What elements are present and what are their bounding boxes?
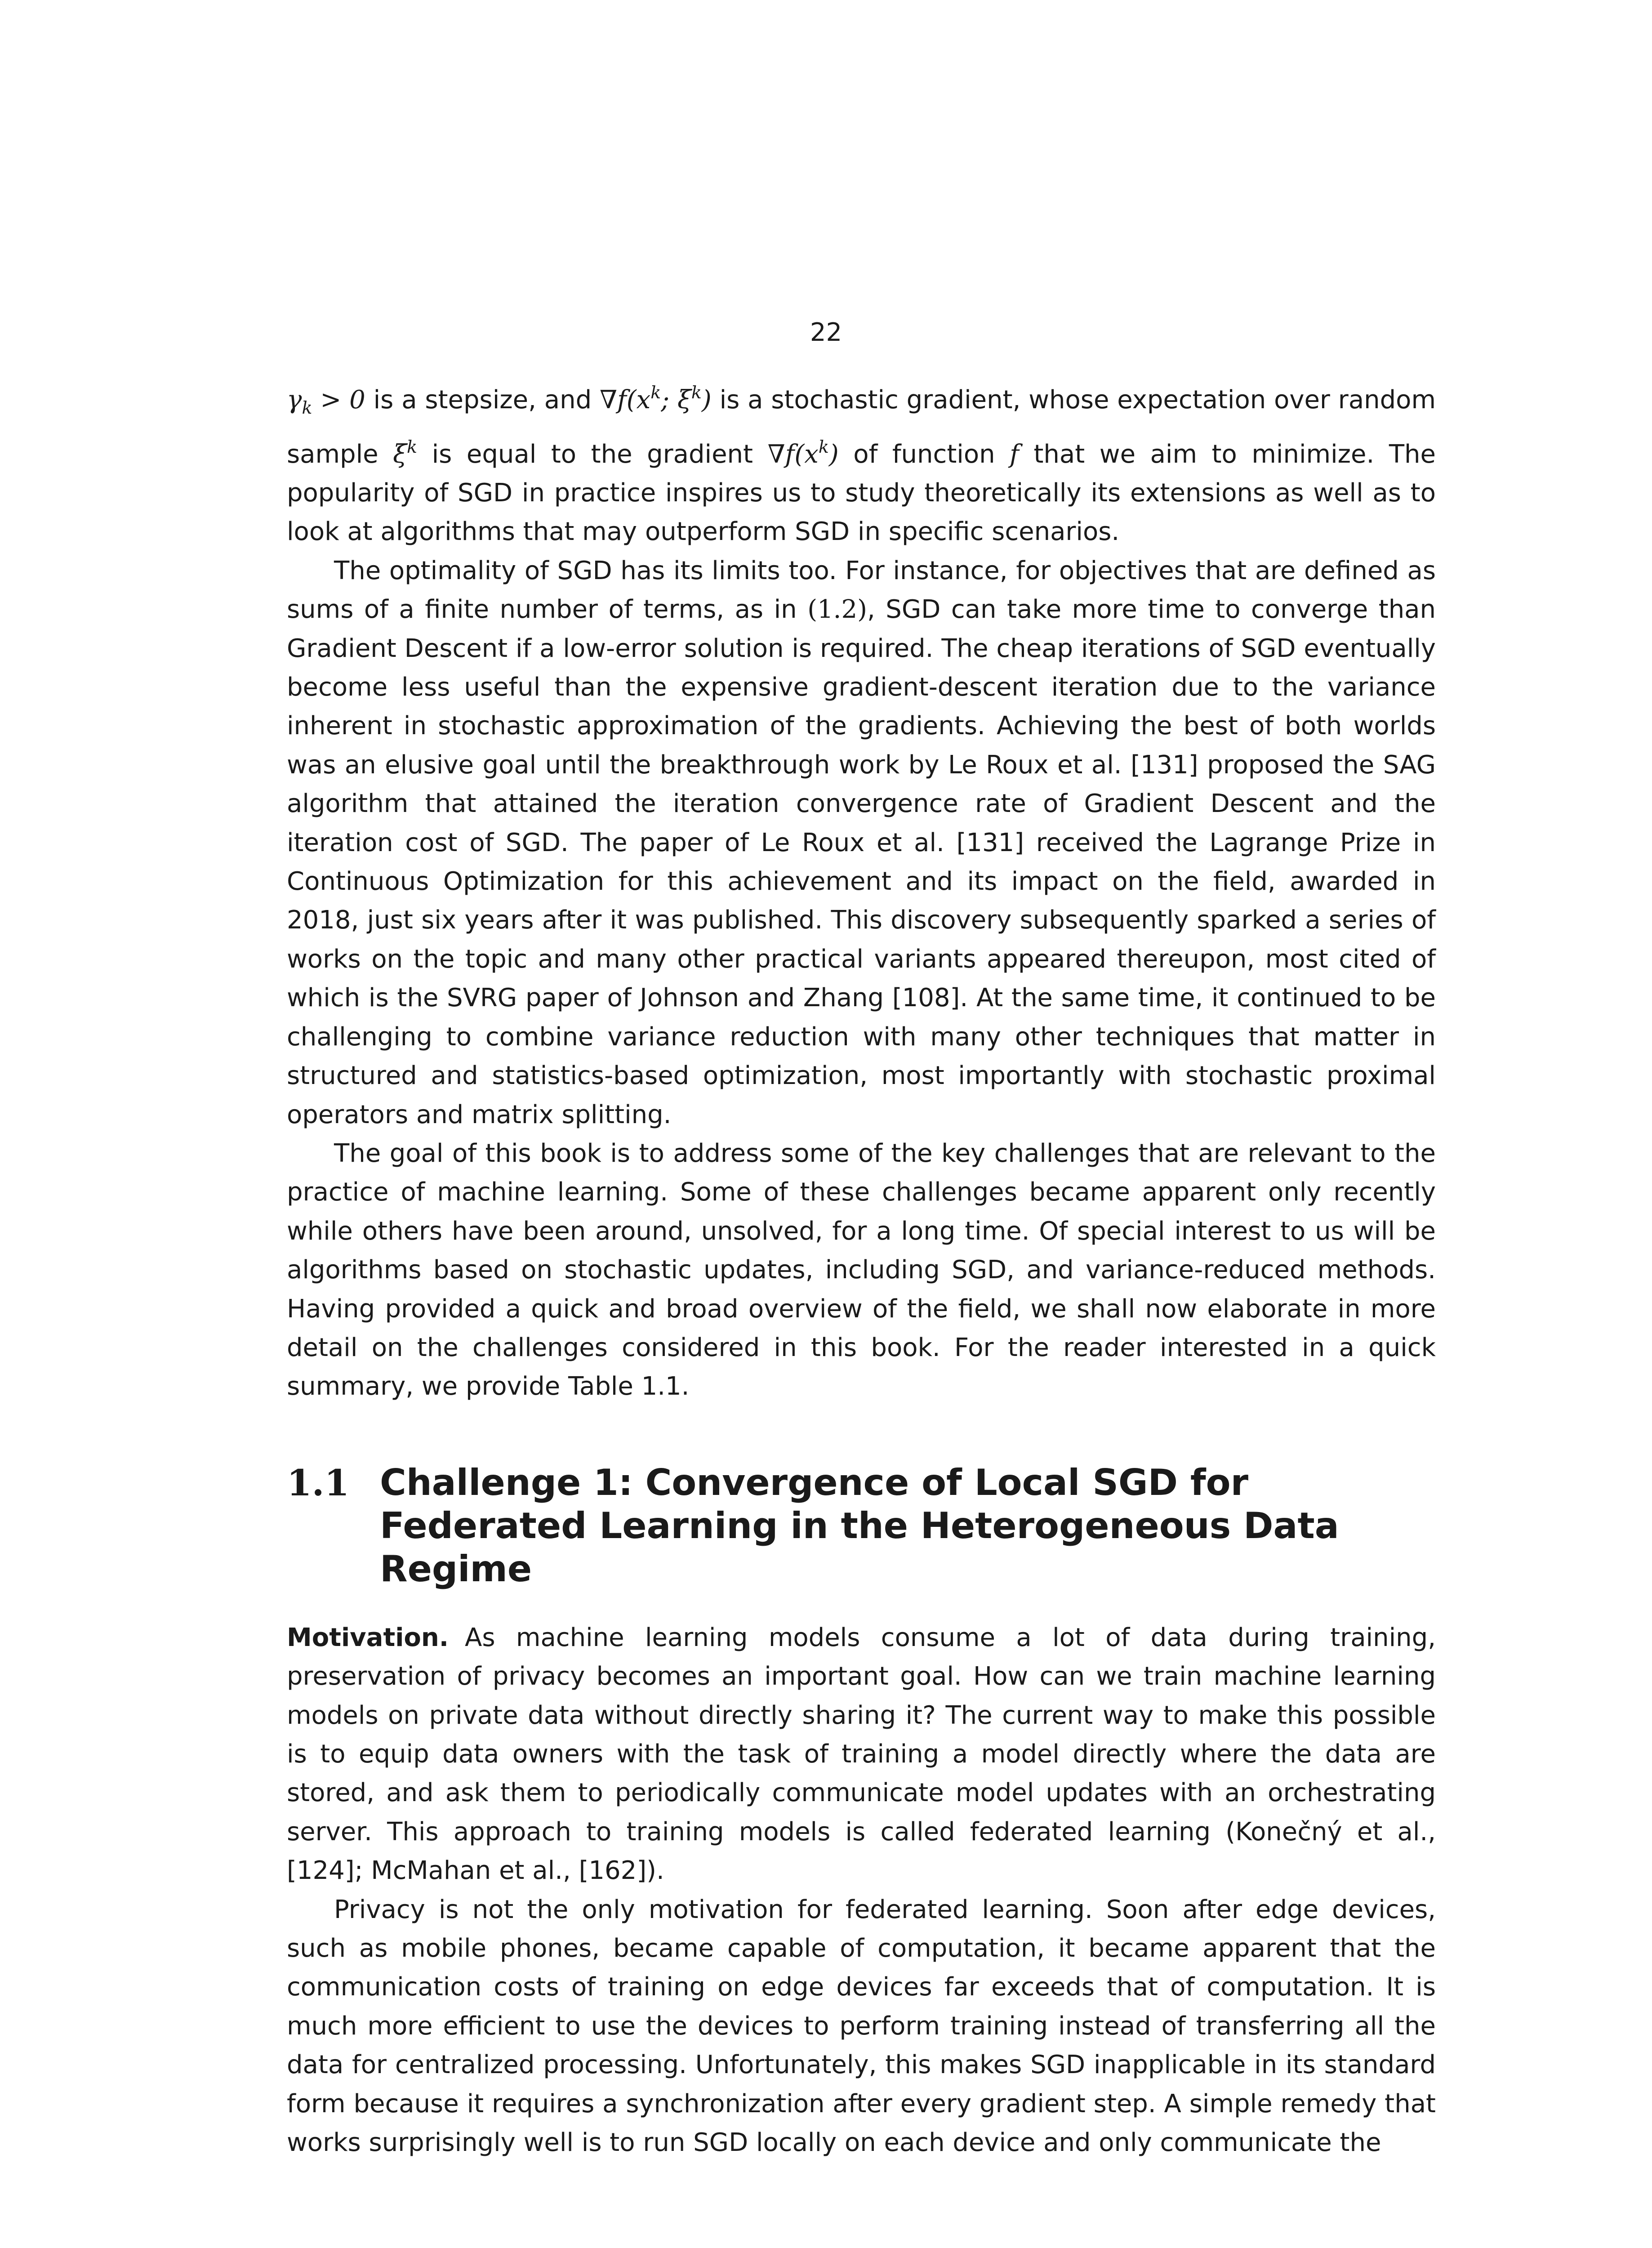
paragraph-text: that we aim to minimize. The popularity of SGD in practice inspires us to study theoretically its extensions as well as to look at algorithms that may outperform SGD in specific scenarios. [287,439,1436,547]
paragraph-text: of function [838,439,1010,469]
paragraph-text: is a stepsize, and [365,385,600,415]
section-heading [287,1461,1436,1591]
math-superscript: k [407,437,418,457]
paragraph-text: , SGD can take more time to converge than Gradient Descent if a low-error solution is required. The cheap iterations of SGD eventually become less useful than the expensive gradient-descent iteration due to the variance inherent in stochastic approximation of the gradients. Achieving the best of both worlds was an elusive goal until the breakthrough work by Le Roux et al. [131] proposed the SAG algorithm that attained the iteration convergence rate of Gradient Descent and the iteration cost of SGD. The paper of Le Roux et al. [131] received the Lagrange Prize in Continuous Optimization for this achievement and its impact on the field, awarded in 2018, just six years after it was published. This discovery subsequently sparked a series of works on the topic and many other practical variants appeared thereupon, most cited of which is the SVRG paper of Johnson and Zhang [108]. At the same time, it continued to be challenging to combine variance reduction with many other techniques that matter in structured and statistics-based optimization, most importantly with stochastic proximal operators and matrix splitting. [287,595,1436,1129]
math-gamma: γ [287,385,302,415]
math-superscript: k [650,383,661,402]
paragraph-book-goal: The goal of this book is to address some of the key challenges that are relevant to the practice of machine learning. Some of these challenges became apparent only recently while others have been around, unsolved, for a long time. Of special interest to us will be algorithms based on stochastic updates, including SGD, and variance-reduced methods. Having provided a quick and broad overview of the field, we shall now elaborate in more detail on the challenges considered in this book. For the reader interested in a quick summary, we provide Table 1.1. [287,1138,1436,1401]
math-gradient: ∇f(x [767,439,819,469]
math-f: f [1010,439,1019,469]
section-number: 1.1 [287,1461,350,1504]
math-gamma-subscript: k [302,398,312,418]
paragraph-text: The optimality of SGD has its limits too. For instance, for objectives that are defined as sums of a finite number of terms, as in [287,556,1436,624]
equation-reference: (1.2) [807,595,867,624]
math-stochastic-gradient-xi: ; ξ [661,385,691,415]
math-positive: > 0 [312,385,365,415]
paragraph-text: is equal to the gradient [417,439,768,469]
paragraph-text: As machine learning models consume a lot of data during training, preservation of privacy becomes an important goal. How can we train machine learning models on private data without directly sharing it? The current way to make this possible is to equip data owners with the task of training a model directly where the data are stored, and ask them to periodically communicate model updates with an orchestrating server. This approach to training models is called federated learning (Konečný et al., [124]; McMahan et al., [162]). [287,1623,1436,1886]
math-stochastic-gradient: ∇f(x [599,385,651,415]
page-body [287,373,1436,2162]
math-paren: ) [828,439,839,469]
math-superscript: k [691,383,702,402]
paragraph-sgd-limits [287,552,1436,1134]
paragraph-sgd-definition [287,373,1436,552]
math-paren: ) [701,385,712,415]
run-in-heading: Motivation. [287,1623,449,1652]
section-title: Challenge 1: Convergence of Local SGD for Federated Learning in the Heterogeneous Data Regime [380,1461,1339,1590]
paragraph-privacy: Privacy is not the only motivation for federated learning. Soon after edge devices, such as mobile phones, became capable of computation, it became apparent that the communication costs of training on edge devices far exceeds that of computation. It is much more efficient to use the devices to perform training instead of transferring all the data for centralized processing. Unfortunately, this makes SGD inapplicable in its standard form because it requires a synchronization after every gradient step. A simple remedy that works surprisingly well is to run SGD locally on each device and only communicate the [287,1895,1436,2158]
paragraph-text: is a stochastic gradient, whose expectation over random sample [287,385,1436,469]
page-number: 22 [810,318,842,347]
math-superscript: k [818,437,829,457]
paragraph-motivation [287,1619,1436,1891]
math-xi: ξ [393,439,407,469]
